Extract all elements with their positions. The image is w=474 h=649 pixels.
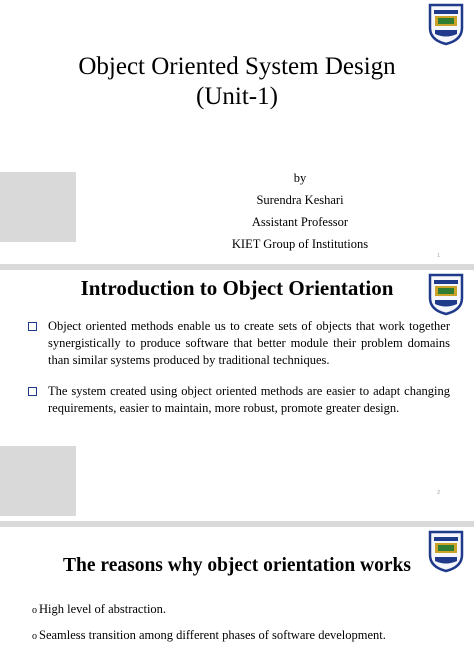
college-crest-icon	[426, 2, 466, 46]
page-number: 1	[437, 253, 440, 259]
slide-2	[0, 270, 474, 520]
slide-title: The reasons why object orientation works	[63, 555, 411, 576]
bullet-text: Object oriented methods enable us to create sets of objects that work together synergistically to produce software that better module their problem domains than similar systems produced by traditional techniques.	[48, 319, 450, 367]
list-item	[24, 318, 450, 369]
by-label: by	[293, 171, 307, 185]
hollow-square-bullet-icon	[28, 387, 37, 396]
slide-1	[0, 0, 474, 264]
decorative-block	[0, 446, 76, 516]
author-name: Surendra Keshari	[256, 193, 344, 207]
bullet-list	[24, 318, 450, 431]
slide-title-line1: Object Oriented System Design	[78, 53, 396, 80]
slide-title: Introduction to Object Orientation	[80, 276, 394, 300]
author-position: Assistant Professor	[251, 215, 349, 229]
bullet-text: The system created using object oriented methods are easier to adapt changing requirements, easier to maintain, more robust, promote greater design.	[48, 384, 450, 415]
page-number: 2	[437, 490, 440, 496]
bullet-list	[32, 597, 452, 649]
decorative-block	[0, 172, 76, 242]
circle-bullet-icon: o	[32, 631, 37, 642]
list-item	[32, 597, 452, 623]
slide-title-line2: (Unit-1)	[196, 83, 278, 110]
institution-name: KIET Group of Institutions	[231, 237, 369, 251]
slide-3	[0, 527, 474, 642]
list-item	[32, 623, 452, 649]
hollow-square-bullet-icon	[28, 322, 37, 331]
list-item	[24, 383, 450, 417]
list-item-text: Seamless transition among different phases of software development.	[39, 628, 386, 642]
list-item-text: High level of abstraction.	[39, 602, 167, 616]
circle-bullet-icon: o	[32, 605, 37, 616]
